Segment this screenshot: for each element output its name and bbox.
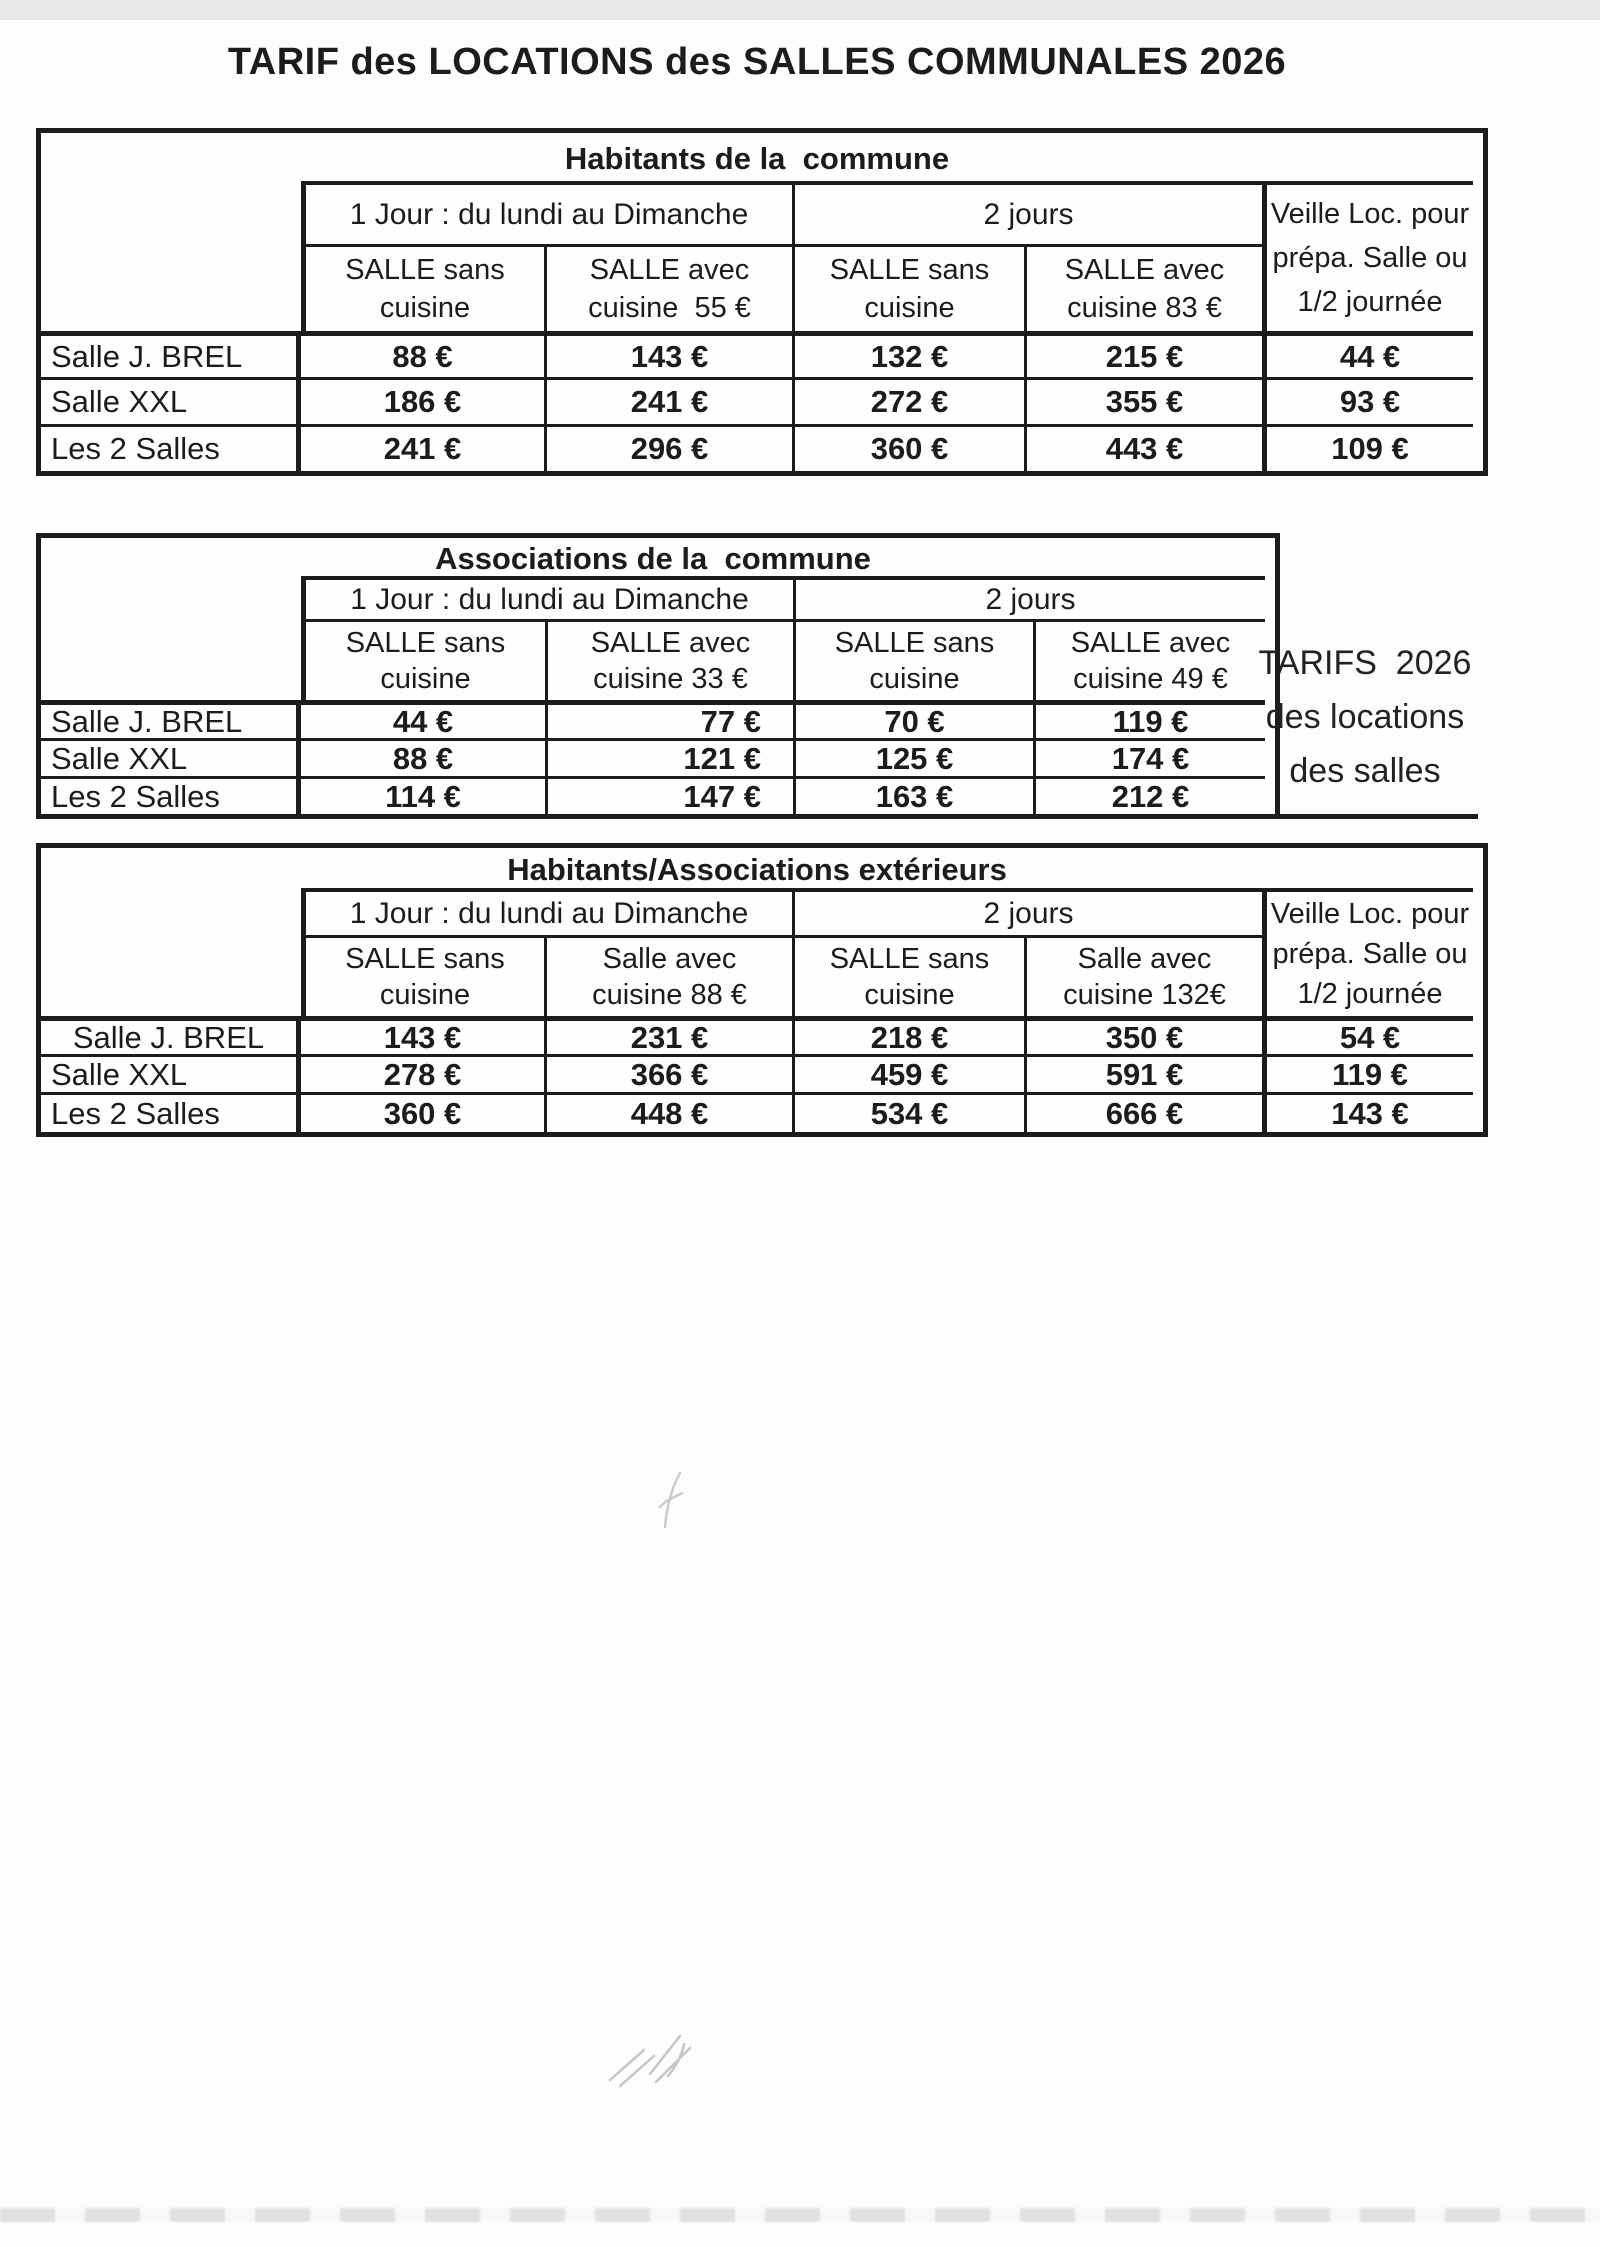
price-cell: 143 € [301,1016,547,1054]
price-cell: 147 € [548,776,796,814]
price-cell: 350 € [1027,1016,1267,1054]
price-cell: 278 € [301,1054,547,1092]
col-header-2-jours: 2 jours [795,892,1267,938]
price-cell: 132 € [795,331,1027,377]
price-cell: 119 € [1267,1054,1473,1092]
price-cell: 448 € [547,1092,795,1132]
price-cell: 70 € [796,700,1036,738]
price-cell: 231 € [547,1016,795,1054]
price-cell: 77 € [548,700,796,738]
title-underline [301,538,1265,580]
price-cell: 93 € [1267,377,1473,424]
subheader-salle-sans-cuisine-1j: SALLE sans cuisine [301,938,547,1016]
subheader-salle-sans-cuisine-1j: SALLE sans cuisine [301,247,547,331]
subheader-salle-sans-cuisine-2j: SALLE sans cuisine [795,938,1027,1016]
row-label: Salle XXL [41,738,301,776]
price-cell: 119 € [1036,700,1265,738]
price-cell: 241 € [547,377,795,424]
price-cell: 174 € [1036,738,1265,776]
corner-spacer [41,892,301,1016]
price-cell: 44 € [301,700,548,738]
subheader-salle-avec-cuisine-1j: SALLE avec cuisine 33 € [548,622,796,700]
col-header-1-jour: 1 Jour : du lundi au Dimanche [301,185,795,247]
col-header-veille: Veille Loc. pour prépa. Salle ou 1/2 journée [1270,898,1470,1010]
subheader-salle-avec-cuisine-2j: SALLE avec cuisine 83 € [1027,247,1267,331]
row-label: Les 2 Salles [41,1092,301,1132]
side-note-line: des locations [1265,698,1465,736]
price-cell: 186 € [301,377,547,424]
corner-spacer [41,580,301,700]
price-cell: 109 € [1267,424,1473,471]
corner-spacer [41,185,301,331]
table-associations-bottom-rule-extension [1265,814,1478,819]
price-cell: 143 € [547,331,795,377]
row-label: Les 2 Salles [41,424,301,471]
scanner-edge-strip [0,0,1600,20]
col-header-2-jours: 2 jours [795,185,1267,247]
price-cell: 459 € [795,1054,1027,1092]
table-exterieurs [36,843,1488,1137]
table-exterieurs-title: Habitants/Associations extérieurs [507,852,1007,887]
price-cell: 88 € [301,738,548,776]
row-label: Salle J. BREL [41,700,301,738]
price-cell: 54 € [1267,1016,1473,1054]
price-cell: 360 € [795,424,1027,471]
side-note-line: des salles [1289,752,1441,790]
side-note-tarifs [1252,636,1478,798]
scan-artifact-squiggle [650,1465,694,1549]
price-cell: 44 € [1267,331,1473,377]
subheader-salle-sans-cuisine-2j: SALLE sans cuisine [796,622,1036,700]
price-cell: 355 € [1027,377,1267,424]
document-title: TARIF des LOCATIONS des SALLES COMMUNALES 2026 [227,41,1287,83]
row-label: Salle J. BREL [41,1016,301,1054]
subheader-salle-avec-cuisine-1j: Salle avec cuisine 88 € [547,938,795,1016]
row-label: Salle J. BREL [41,331,301,377]
subheader-salle-sans-cuisine-1j: SALLE sans cuisine [301,622,548,700]
col-header-1-jour: 1 Jour : du lundi au Dimanche [301,892,795,938]
price-cell: 360 € [301,1092,547,1132]
scan-artifact-bottom-band [0,2208,1600,2222]
title-underline [301,133,1473,185]
subheader-salle-sans-cuisine-2j: SALLE sans cuisine [795,247,1027,331]
subheader-salle-avec-cuisine-2j: SALLE avec cuisine 49 € [1070,627,1231,695]
row-label: Les 2 Salles [41,776,301,814]
price-cell: 212 € [1036,776,1265,814]
row-label: Salle XXL [41,1054,301,1092]
side-note-line: TARIFS 2026 [1258,644,1472,682]
price-cell: 114 € [301,776,548,814]
price-cell: 125 € [796,738,1036,776]
price-cell: 666 € [1027,1092,1267,1132]
price-cell: 591 € [1027,1054,1267,1092]
subheader-salle-avec-cuisine-1j: SALLE avec cuisine 55 € [547,247,795,331]
price-cell: 296 € [547,424,795,471]
table-associations-title: Associations de la commune [435,541,871,576]
price-cell: 121 € [548,738,796,776]
col-header-1-jour: 1 Jour : du lundi au Dimanche [301,580,796,622]
price-cell: 215 € [1027,331,1267,377]
price-cell: 218 € [795,1016,1027,1054]
price-cell: 163 € [796,776,1036,814]
row-label: Salle XXL [41,377,301,424]
price-cell: 366 € [547,1054,795,1092]
price-cell: 241 € [301,424,547,471]
price-cell: 534 € [795,1092,1027,1132]
table-habitants [36,128,1488,476]
price-cell: 143 € [1267,1092,1473,1132]
subheader-salle-avec-cuisine-2j: Salle avec cuisine 132€ [1027,938,1267,1016]
price-cell: 443 € [1027,424,1267,471]
price-cell: 88 € [301,331,547,377]
col-header-veille: Veille Loc. pour prépa. Salle ou 1/2 journée [1270,198,1470,318]
scan-artifact-pencil-scribble [598,2022,728,2094]
price-cell: 272 € [795,377,1027,424]
title-underline [301,848,1473,892]
table-associations [36,533,1280,819]
col-header-2-jours: 2 jours [796,580,1265,622]
table-habitants-title: Habitants de la commune [564,141,950,176]
